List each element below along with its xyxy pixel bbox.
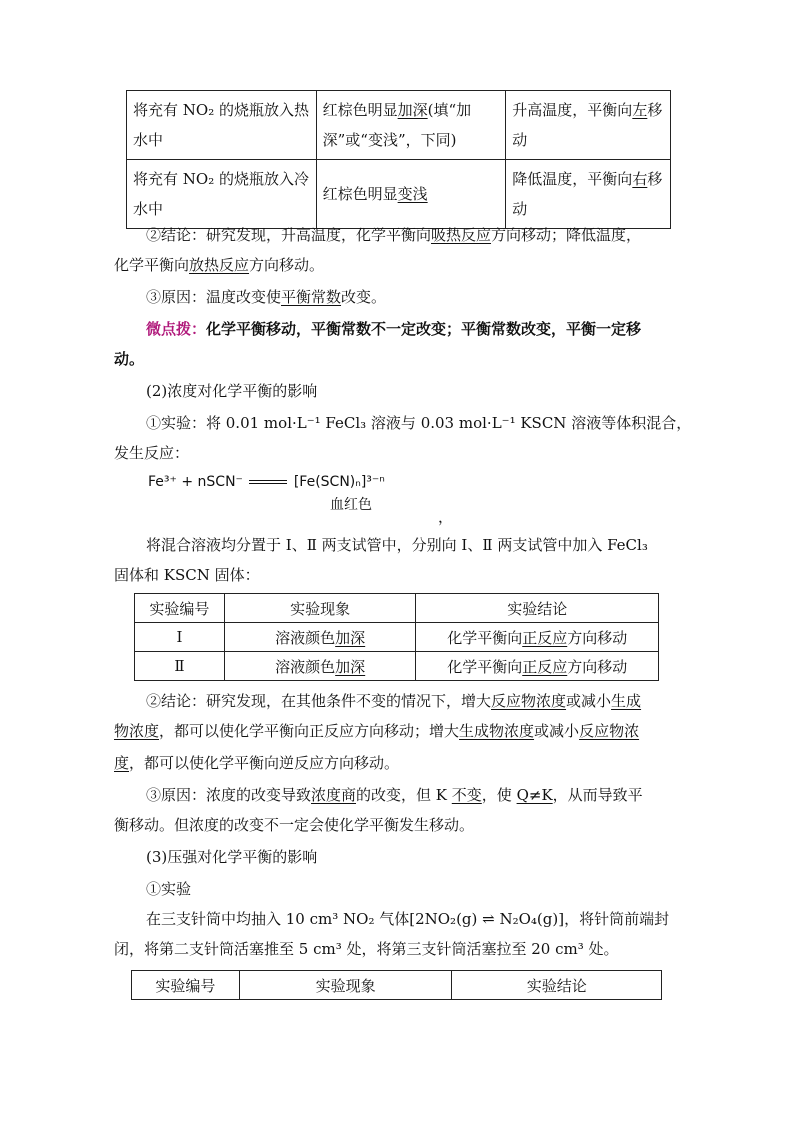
experiment-label: ①实验: [146, 880, 192, 898]
table-row: [127, 160, 671, 229]
table-cell: 化学平衡向正反应方向移动: [416, 652, 659, 681]
paragraph-reason-conc: ③原因：浓度的改变导致浓度商的改变，但 K 不变，使 Q≠K，从而导致平: [146, 786, 643, 804]
table-header: 实验结论: [452, 971, 662, 1000]
table-cell: 溶液颜色加深: [224, 652, 416, 681]
table-cell: Ⅰ: [135, 623, 225, 652]
paragraph-reason-temp: ③原因：温度改变使平衡常数改变。: [146, 288, 387, 306]
table-cell: 将充有 NO₂ 的烧瓶放入热水中: [127, 91, 317, 160]
reaction-equation: Fe³⁺ + nSCN⁻ [Fe(SCN)ₙ]³⁻ⁿ 血红色: [148, 474, 385, 513]
table-cell: 将充有 NO₂ 的烧瓶放入冷水中: [127, 160, 317, 229]
tip-paragraph: 微点拨：化学平衡移动，平衡常数不一定改变；平衡常数改变，平衡一定移: [146, 320, 642, 338]
table-cell: Ⅱ: [135, 652, 225, 681]
paragraph-experiment-1: ①实验：将 0.01 mol·L⁻¹ FeCl₃ 溶液与 0.03 mol·L⁻¹ KSCN 溶液等体积混合，: [146, 414, 692, 432]
heading-pressure: (3)压强对化学平衡的影响: [146, 848, 318, 866]
table-header: 实验现象: [239, 971, 452, 1000]
paragraph-conclusion-conc-3: 度，都可以使化学平衡向逆反应方向移动。: [114, 754, 400, 772]
equation-comma: ，: [438, 508, 454, 526]
table-header-row: [135, 594, 659, 623]
table-cell: 红棕色明显变浅: [316, 160, 506, 229]
table-header: 实验现象: [224, 594, 416, 623]
table-header-row: [132, 971, 662, 1000]
temperature-experiment-table: [126, 90, 671, 229]
table-row: [135, 652, 659, 681]
tip-label: 微点拨：: [146, 320, 207, 338]
table-cell: 化学平衡向正反应方向移动: [416, 623, 659, 652]
table-cell: 红棕色明显加深(填“加深”或“变浅”，下同): [316, 91, 506, 160]
table-row: [127, 91, 671, 160]
table-row: [135, 623, 659, 652]
paragraph-syringe: 在三支针筒中均抽入 10 cm³ NO₂ 气体[2NO₂(g) ⇌ N₂O₄(g)]，将针筒前端封: [146, 910, 670, 928]
paragraph-reason-conc-2: 衡移动。但浓度的改变不一定会使化学平衡发生移动。: [114, 816, 475, 834]
table-header: 实验结论: [416, 594, 659, 623]
concentration-experiment-table: [134, 593, 659, 681]
tip-paragraph-2: 动。: [114, 350, 145, 368]
paragraph-conclusion-conc-2: 物浓度，都可以使化学平衡向正反应方向移动；增大生成物浓度或减小反应物浓: [114, 722, 640, 740]
paragraph-experiment-1b: 发生反应：: [114, 444, 190, 462]
paragraph-split: 将混合溶液均分置于 Ⅰ、Ⅱ 两支试管中，分别向 Ⅰ、Ⅱ 两支试管中加入 FeCl₃: [146, 536, 648, 554]
table-header: 实验编号: [135, 594, 225, 623]
paragraph-conclusion-temp-2: 化学平衡向放热反应方向移动。: [114, 256, 325, 274]
table-cell: 降低温度，平衡向右移动: [506, 160, 671, 229]
paragraph-syringe-2: 闭，将第二支针筒活塞推至 5 cm³ 处，将第三支针筒活塞拉至 20 cm³ 处。: [114, 940, 619, 958]
equilibrium-arrow-icon: [249, 480, 287, 484]
table-cell: 溶液颜色加深: [224, 623, 416, 652]
paragraph-split-2: 固体和 KSCN 固体：: [114, 566, 260, 584]
table-header: 实验编号: [132, 971, 240, 1000]
heading-concentration: (2)浓度对化学平衡的影响: [146, 382, 318, 400]
product-color-label: 血红色: [330, 497, 372, 513]
pressure-experiment-table: [131, 970, 662, 1000]
paragraph-conclusion-temp: ②结论：研究发现，升高温度，化学平衡向吸热反应方向移动；降低温度，: [146, 226, 642, 244]
paragraph-conclusion-conc: ②结论：研究发现，在其他条件不变的情况下，增大反应物浓度或减小生成: [146, 692, 642, 710]
table-cell: 升高温度，平衡向左移动: [506, 91, 671, 160]
